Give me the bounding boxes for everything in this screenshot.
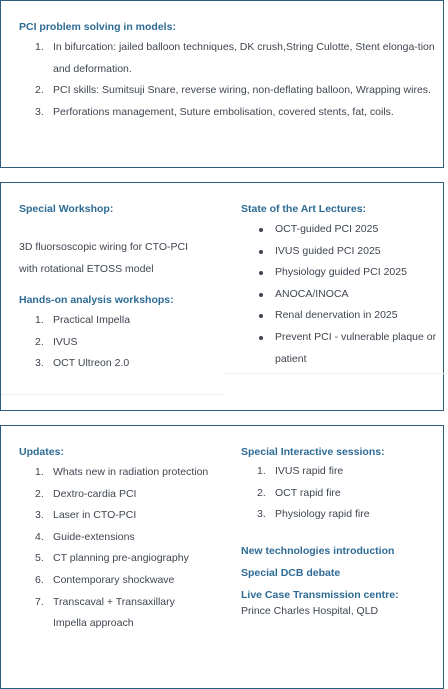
workshops-right-column (241, 203, 437, 370)
hands-on-list (19, 310, 209, 375)
list-item: 3. Laser in CTO-PCI (35, 509, 137, 522)
bullet-icon (259, 336, 263, 340)
venue-text: Prince Charles Hospital, QLD (241, 604, 379, 617)
list-item: Physiology guided PCI 2025 (241, 262, 437, 284)
workshops-left-column (19, 203, 209, 375)
list-item: 1. In bifurcation: jailed balloon techniques, DK crush,String Culotte, Stent elonga-tion and deformation. (35, 41, 435, 75)
state-of-art-list (241, 219, 437, 370)
column-divider (1, 394, 225, 395)
problem-solving-heading: PCI problem solving in models: (19, 21, 176, 33)
list-item: Prevent PCI - vulnerable plaque or patient (241, 327, 437, 370)
bullet-icon (259, 228, 263, 232)
list-item: 4. Guide-extensions (35, 530, 135, 543)
list-item: ANOCA/INOCA (241, 284, 437, 306)
column-divider (225, 373, 445, 374)
interactive-sessions-heading: Special Interactive sessions: (241, 446, 385, 458)
dcb-debate-heading: Special DCB debate (241, 566, 341, 579)
updates-right-column (241, 446, 437, 622)
updates-list (19, 462, 209, 635)
list-item: 1. Whats new in radiation protection (35, 466, 209, 478)
list-item: 3. OCT Ultreon 2.0 (35, 357, 130, 370)
list-item: 3. Perforations management, Suture embolisation, covered stents, fat, coils. (35, 105, 394, 118)
list-item: 3. Physiology rapid fire (257, 508, 370, 521)
state-of-art-heading: State of the Art Lectures: (241, 203, 367, 215)
special-workshop-text: 3D fluorsoscopic wiring for CTO-PCI with rotational ETOSS model (19, 241, 189, 275)
updates-left-column (19, 446, 209, 635)
special-workshop-heading: Special Workshop: (19, 203, 114, 215)
list-item: 2. OCT rapid fire (257, 486, 341, 499)
interactive-sessions-list (241, 461, 437, 526)
list-item: 2. IVUS (35, 335, 78, 348)
problem-solving-list (19, 37, 435, 123)
problem-solving-box (0, 0, 444, 168)
list-item: OCT-guided PCI 2025 (241, 219, 437, 241)
workshops-box (0, 182, 444, 411)
bullet-icon (259, 293, 263, 297)
list-item: IVUS guided PCI 2025 (241, 241, 437, 263)
bullet-icon (259, 250, 263, 254)
list-item: 5. CT planning pre-angiography (35, 552, 189, 565)
bullet-icon (259, 314, 263, 318)
hands-on-heading: Hands-on analysis workshops: (19, 294, 174, 307)
list-item: 6. Contemporary shockwave (35, 573, 175, 586)
list-item: Renal denervation in 2025 (241, 305, 437, 327)
list-item: 1. Practical Impella (35, 314, 131, 327)
updates-box (0, 425, 444, 689)
updates-heading: Updates: (19, 446, 64, 458)
list-item: 1. IVUS rapid fire (257, 465, 344, 477)
list-item: 2. Dextro-cardia PCI (35, 487, 137, 500)
list-item: 2. PCI skills: Sumitsuji Snare, reverse wiring, non-deflating balloon, Wrapping wires. (35, 84, 431, 97)
list-item: 7. Transcaval + Transaxillary Impella approach (35, 595, 175, 630)
new-technologies-heading: New technologies introduction (241, 544, 395, 557)
live-case-heading: Live Case Transmission centre: (241, 588, 399, 601)
bullet-icon (259, 271, 263, 275)
